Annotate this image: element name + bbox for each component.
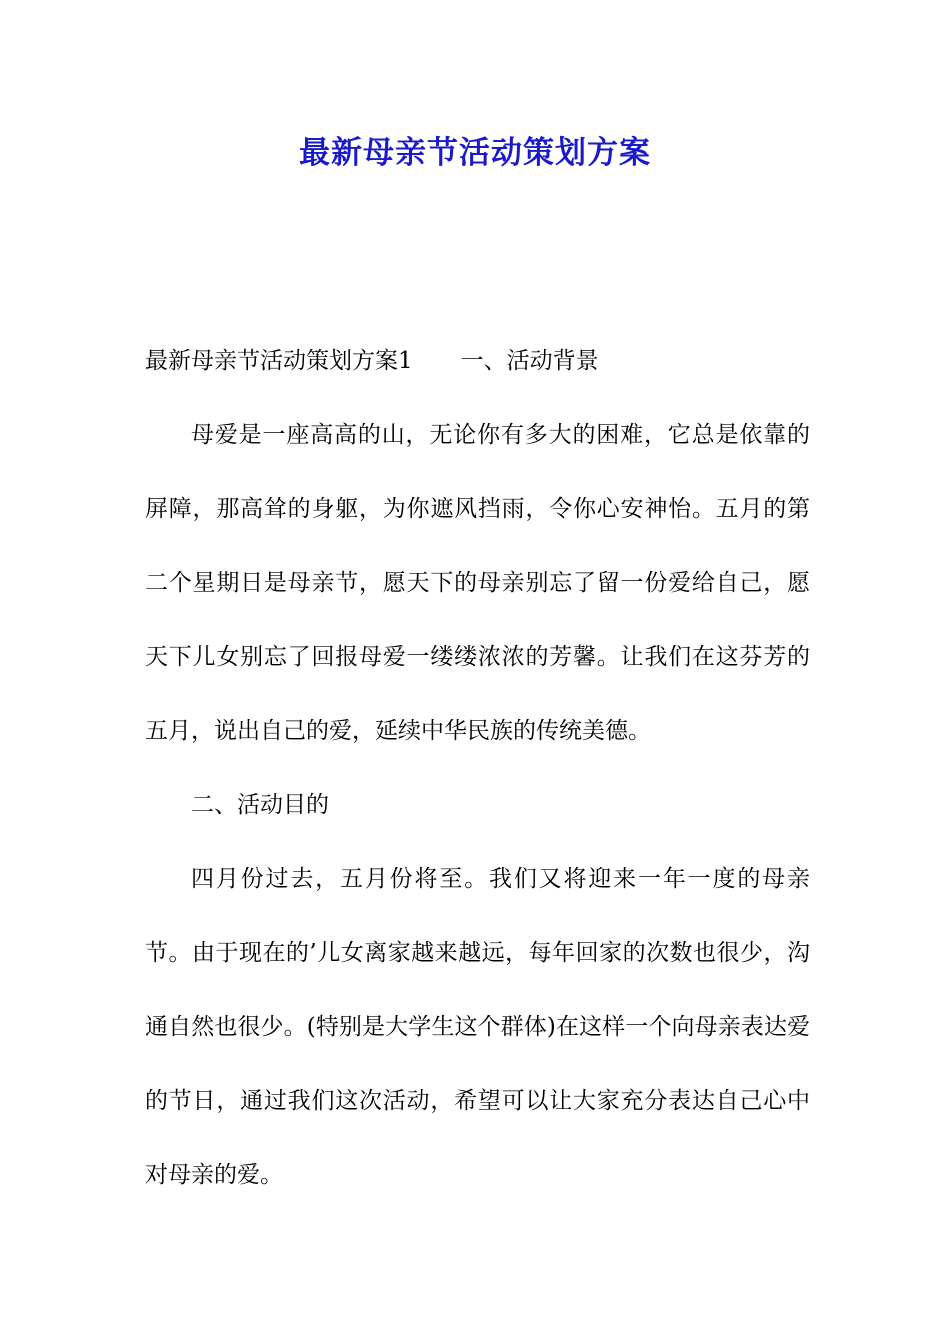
paragraph-purpose: 四月份过去，五月份将至。我们又将迎来一年一度的母亲节。由于现在的’儿女离家越来越远，每年回家的次数也很少，沟通自然也很少。(特别是大学生这个群体)在这样一个向母亲表达爱的节日，通过我们这次活动，希望可以让大家充分表达自己心中对母亲的爱。 [145,866,810,1188]
document-title: 最新母亲节活动策划方案 [299,135,651,171]
plan-label: 最新母亲节活动策划方案1 [145,348,413,374]
section-2-heading: 二、活动目的 [191,792,329,818]
plan-heading-line [145,343,825,379]
section-1-heading: 一、活动背景 [460,348,599,374]
paragraph-background: 母爱是一座高高的山，无论你有多大的困难，它总是依靠的屏障，那高耸的身躯，为你遮风挡雨，令你心安神怡。五月的第二个星期日是母亲节，愿天下的母亲别忘了留一份爱给自己，愿天下儿女别忘了回报母爱一缕缕浓浓的芳馨。让我们在这芬芳的五月，说出自己的爱，延续中华民族的传统美德。 [145,422,810,744]
